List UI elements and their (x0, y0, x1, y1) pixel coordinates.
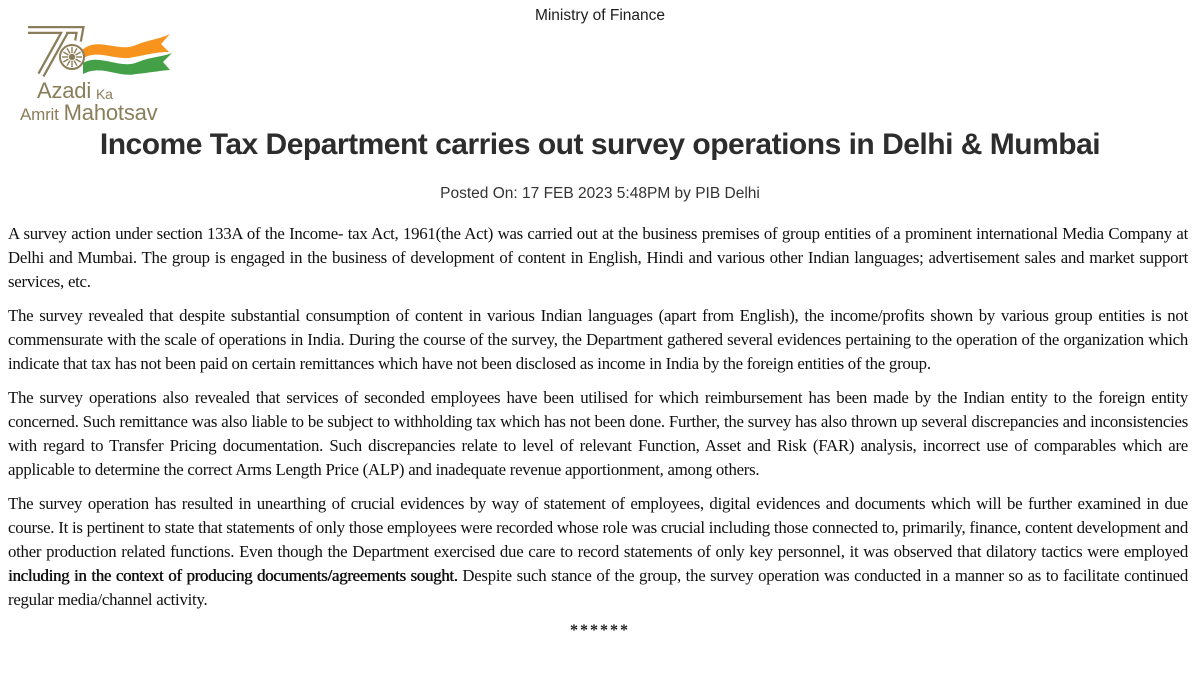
body-paragraph (8, 304, 1188, 376)
body-paragraph (8, 492, 1188, 612)
chakra-icon (60, 45, 84, 69)
paragraph-text: A survey action under section 133A of the Income- tax Act, 1961(the Act) was carried out at the business premises of group entities of a prominent international Media Company at Delhi and Mumbai. The group is engaged in the business of development of content in English, Hindi and various other Indian languages; advertisement sales and market support services, etc. (8, 224, 1188, 291)
paragraph-text: Despite such stance of the group, the survey operation was conducted in a manner so as to facilitate continued regular media/channel activity. (8, 566, 1188, 609)
logo-75-flag-icon (20, 23, 180, 79)
paragraph-text: The survey operations also revealed that services of seconded employees have been utilised for which reimbursement has been made by the Indian entity to the foreign entity concerned. Such remittance was also liable to be subject to withholding tax which has not been done. Further, the survey has also thrown up several discrepancies and inconsistencies with regard to Transfer Pricing documentation. Such discrepancies relate to level of relevant Function, Asset and Risk (FAR) analysis, incorrect use of comparables which are applicable to determine the correct Arms Length Price (ALP) and inadequate revenue apportionment, among others. (8, 388, 1188, 479)
body-paragraph (8, 386, 1188, 482)
end-marker: ****** (570, 622, 630, 639)
azadi-ka-amrit-mahotsav-logo (20, 23, 180, 124)
posted-on-line: Posted On: 17 FEB 2023 5:48PM by PIB Delhi (440, 185, 760, 202)
logo-word-mahotsav: Mahotsav (63, 100, 158, 125)
article-body (8, 222, 1188, 612)
logo-word-amrit: Amrit (20, 105, 59, 124)
ministry-name: Ministry of Finance (534, 7, 666, 24)
logo-word-ka: Ka (96, 86, 113, 102)
logo-word-azadi: Azadi (37, 78, 92, 103)
logo-wordmark (20, 80, 180, 124)
emphasized-text: including in the context of producing documents/agreements sought. (8, 566, 458, 585)
paragraph-text: The survey revealed that despite substantial consumption of content in various Indian languages (apart from English), the income/profits shown by various group entities is not commensurate with the scale of operations in India. During the course of the survey, the Department gathered several evidences pertaining to the operation of the organization which indicate that tax has not been paid on certain remittances which have not been disclosed as income in India by the foreign entities of the group. (8, 306, 1188, 373)
paragraph-text: The survey operation has resulted in unearthing of crucial evidences by way of statement of employees, digital evidences and documents which will be further examined in due course. It is pertinent to state that statements of only those employees were recorded whose role was crucial including those connected to, primarily, finance, content development and other production related functions. Even though the Department exercised due care to record statements of only key personnel, it was observed that dilatory tactics were employed (8, 494, 1188, 561)
headline: Income Tax Department carries out survey operations in Delhi & Mumbai (99, 128, 1101, 161)
body-paragraph (8, 222, 1188, 294)
